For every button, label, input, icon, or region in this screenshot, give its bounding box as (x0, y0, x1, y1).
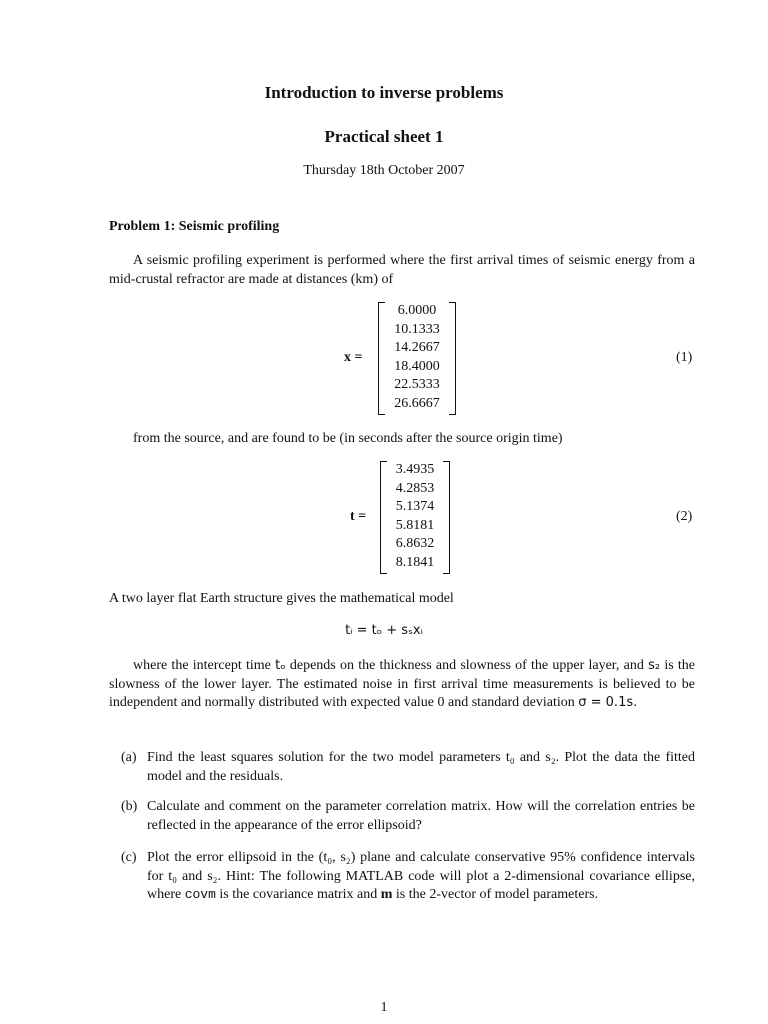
t-entry: 3.4935 (395, 462, 435, 477)
model-equation: tᵢ = tₒ + sₛxᵢ (345, 623, 423, 638)
left-bracket (378, 302, 385, 415)
between-paragraph: from the source, and are found to be (in seconds after the source origin time) (133, 431, 563, 446)
x-entry: 18.4000 (394, 358, 440, 374)
x-entry: 22.5333 (394, 377, 440, 392)
t-entry: 5.1374 (395, 499, 435, 514)
t-label: t = (350, 509, 367, 524)
document-title: Introduction to inverse problems (264, 83, 504, 102)
t-entry: 4.2853 (395, 480, 435, 496)
right-bracket (443, 461, 450, 574)
question-label: (c) (121, 850, 137, 865)
t-vector (380, 461, 450, 574)
intro-paragraph: A seismic profiling experiment is performed where the first arrival times of seismic energy from a mid-crustal refractor are made at distances (km) of (109, 253, 695, 287)
document-subtitle: Practical sheet 1 (324, 127, 444, 146)
equation-number: (1) (676, 350, 693, 365)
problem-heading: Problem 1: Seismic profiling (109, 219, 280, 234)
question-text: Calculate and comment on the parameter correlation matrix. How will the correlation entries be reflected in the appearance of the error ellipsoid? (147, 799, 695, 833)
question-a (121, 749, 695, 786)
page-number: 1 (380, 1000, 388, 1015)
t-entry: 5.8181 (395, 517, 435, 533)
x-vector (378, 302, 456, 415)
model-intro: A two layer flat Earth structure gives the mathematical model (109, 591, 454, 606)
equation-t (0, 461, 768, 574)
explanation-paragraph: where the intercept time tₒ depends on the thickness and slowness of the upper layer, and s₂ is the slowness of the lower layer. The estimated noise in first arrival time measurements is believed to be independent and normally distributed with expected value 0 and standard deviation σ = 0.1s. (109, 658, 696, 710)
question-label: (a) (121, 750, 137, 765)
document-date: Thursday 18th October 2007 (303, 163, 465, 178)
equation-x (0, 302, 768, 415)
question-b (121, 798, 695, 835)
x-entry: 26.6667 (394, 395, 440, 411)
x-entry: 10.1333 (394, 321, 440, 337)
t-entry: 8.1841 (395, 554, 435, 570)
question-text: Plot the error ellipsoid in the (t₀, s₂) plane and calculate conservative 95% confidence intervals for t₀ and s₂. Hint: The following MATLAB code will plot a 2-dimensional covariance ellipse, where covm is the covariance matrix and m is the 2-vector of model parameters. (147, 850, 695, 902)
right-bracket (449, 302, 456, 415)
x-entry: 14.2667 (394, 340, 440, 355)
t-entry: 6.8632 (395, 536, 435, 551)
x-label: x = (344, 350, 363, 365)
question-text: Find the least squares solution for the two model parameters t₀ and s₂. Plot the data the fitted model and the residuals. (147, 750, 695, 784)
question-label: (b) (121, 799, 138, 814)
left-bracket (380, 461, 387, 574)
code-covm: covm (184, 887, 216, 902)
x-entry: 6.0000 (397, 303, 437, 318)
equation-number: (2) (676, 509, 693, 524)
question-c (121, 849, 695, 905)
